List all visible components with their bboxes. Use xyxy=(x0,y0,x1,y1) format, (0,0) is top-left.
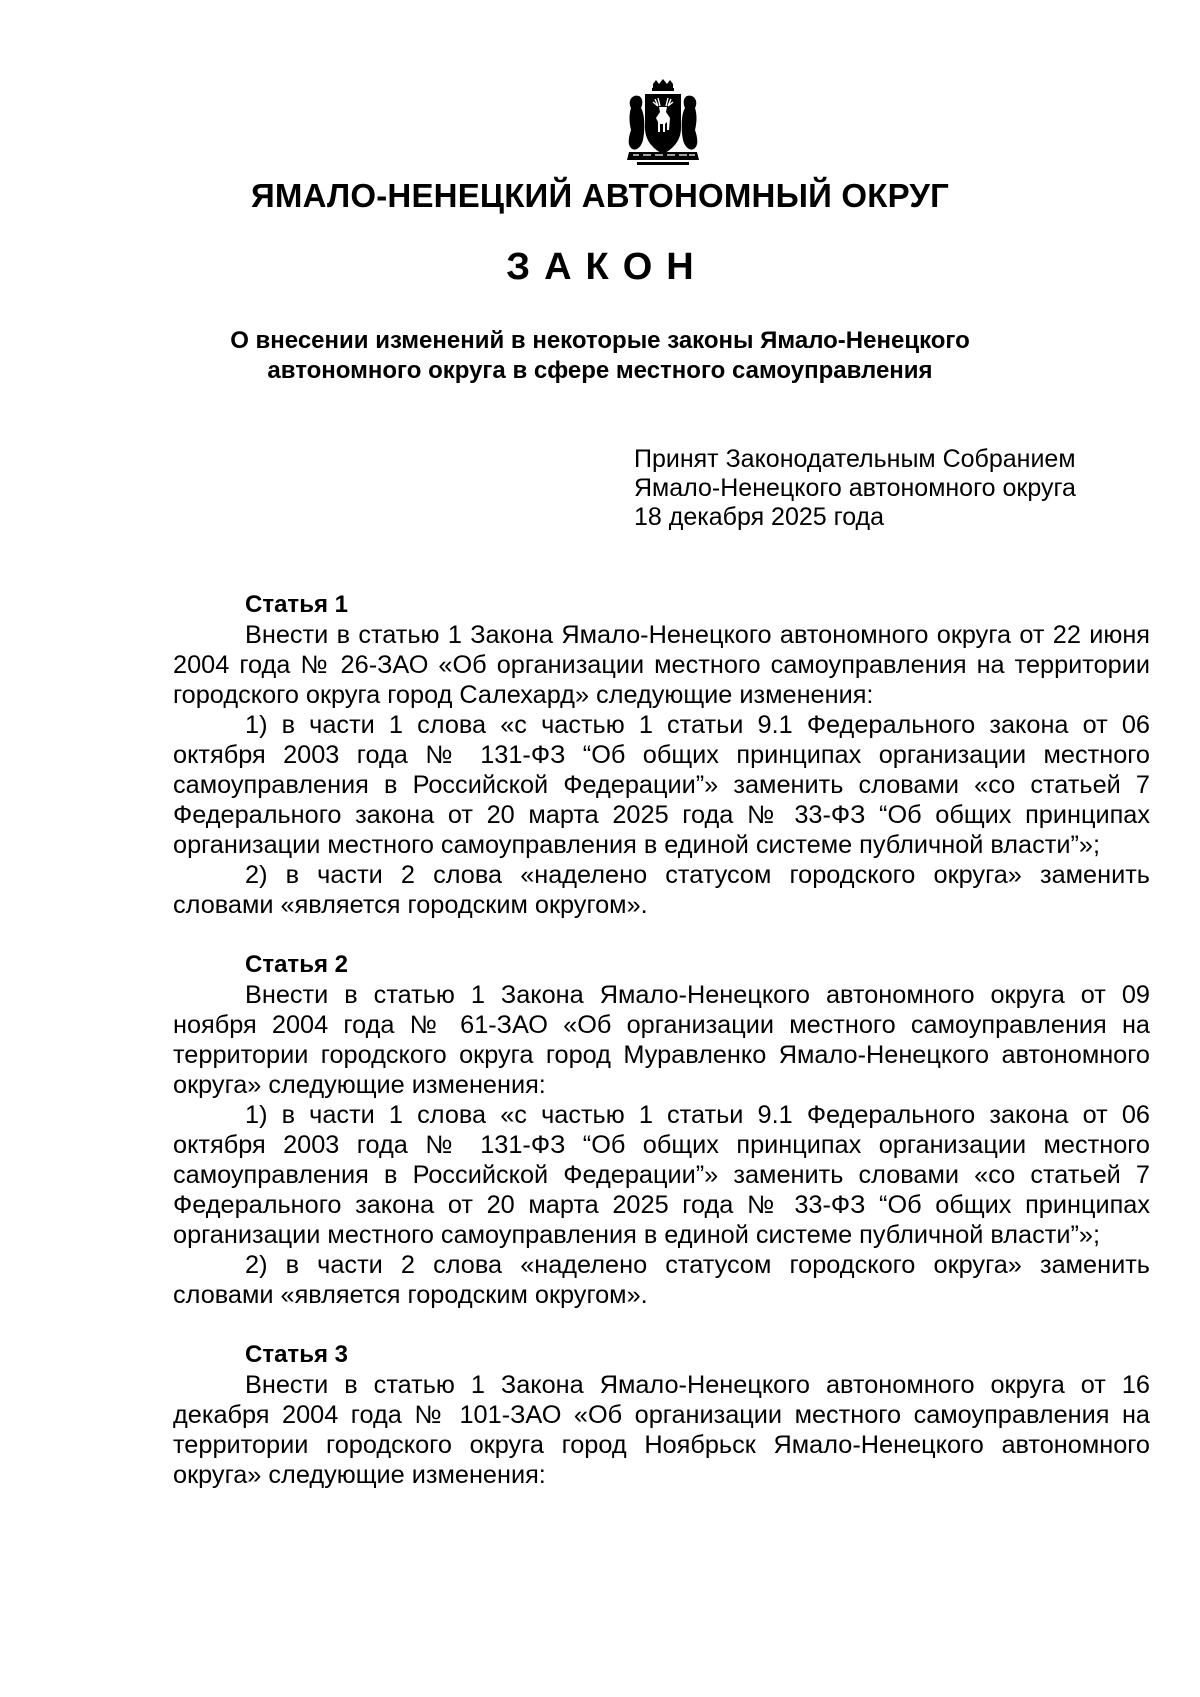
article-paragraph: Внести в статью 1 Закона Ямало-Ненецкого автономного округа от 09 ноября 2004 года № 61-ЗАО «Об организации местного самоуправления на территории городского округа город Муравленко Ямало-Ненецкого автономного округа» следующие изменения: xyxy=(173,981,1150,1099)
law-subject-title xyxy=(160,326,1040,386)
article-paragraph: 1) в части 1 слова «с частью 1 статьи 9.1 Федерального закона от 06 октября 2003 года № 131-ФЗ “Об общих принципах организации местного самоуправления в Российской Федерации”» заменить словами «со статьей 7 Федерального закона от 20 марта 2025 года № 33-ФЗ “Об общих принципах организации местного самоуправления в единой системе публичной власти”»; xyxy=(173,1101,1150,1249)
article-1 xyxy=(173,590,1150,920)
article-paragraph: Внести в статью 1 Закона Ямало-Ненецкого автономного округа от 22 июня 2004 года № 26-ЗАО «Об организации местного самоуправления на территории городского округа город Салехард» следующие изменения: xyxy=(173,621,1150,709)
article-paragraph: Внести в статью 1 Закона Ямало-Ненецкого автономного округа от 16 декабря 2004 года № 101-ЗАО «Об организации местного самоуправления на территории городского округа город Ноябрьск Ямало-Ненецкого автономного округа» следующие изменения: xyxy=(173,1371,1150,1489)
article-2 xyxy=(173,950,1150,1310)
article-paragraph: 1) в части 1 слова «с частью 1 статьи 9.1 Федерального закона от 06 октября 2003 года № 131-ФЗ “Об общих принципах организации местного самоуправления в Российской Федерации”» заменить словами «со статьей 7 Федерального закона от 20 марта 2025 года № 33-ФЗ “Об общих принципах организации местного самоуправления в единой системе публичной власти”»; xyxy=(173,711,1150,859)
adoption-line: Ямало-Ненецкого автономного округа xyxy=(634,474,1076,502)
article-heading: Статья 2 xyxy=(245,951,348,978)
article-paragraph: 2) в части 2 слова «наделено статусом городского округа» заменить словами «является городским округом». xyxy=(173,1251,1150,1309)
adoption-block xyxy=(634,445,1154,532)
law-body xyxy=(173,590,1150,1520)
law-subject-line: О внесении изменений в некоторые законы Ямало-Ненецкого xyxy=(230,327,970,354)
article-paragraph: 2) в части 2 слова «наделено статусом городского округа» заменить словами «является городским округом». xyxy=(173,861,1150,919)
document-type-title: ЗАКОН xyxy=(506,246,708,288)
article-3 xyxy=(173,1340,1150,1490)
coat-of-arms-yamal-icon xyxy=(625,78,701,168)
article-heading: Статья 1 xyxy=(245,591,348,618)
adoption-date: 18 декабря 2025 года xyxy=(634,503,885,531)
adoption-line: Принят Законодательным Собранием xyxy=(634,445,1076,473)
region-title: ЯМАЛО-НЕНЕЦКИЙ АВТОНОМНЫЙ ОКРУГ xyxy=(250,177,950,214)
law-subject-line: автономного округа в сфере местного самоуправления xyxy=(267,357,933,384)
article-heading: Статья 3 xyxy=(245,1341,348,1368)
